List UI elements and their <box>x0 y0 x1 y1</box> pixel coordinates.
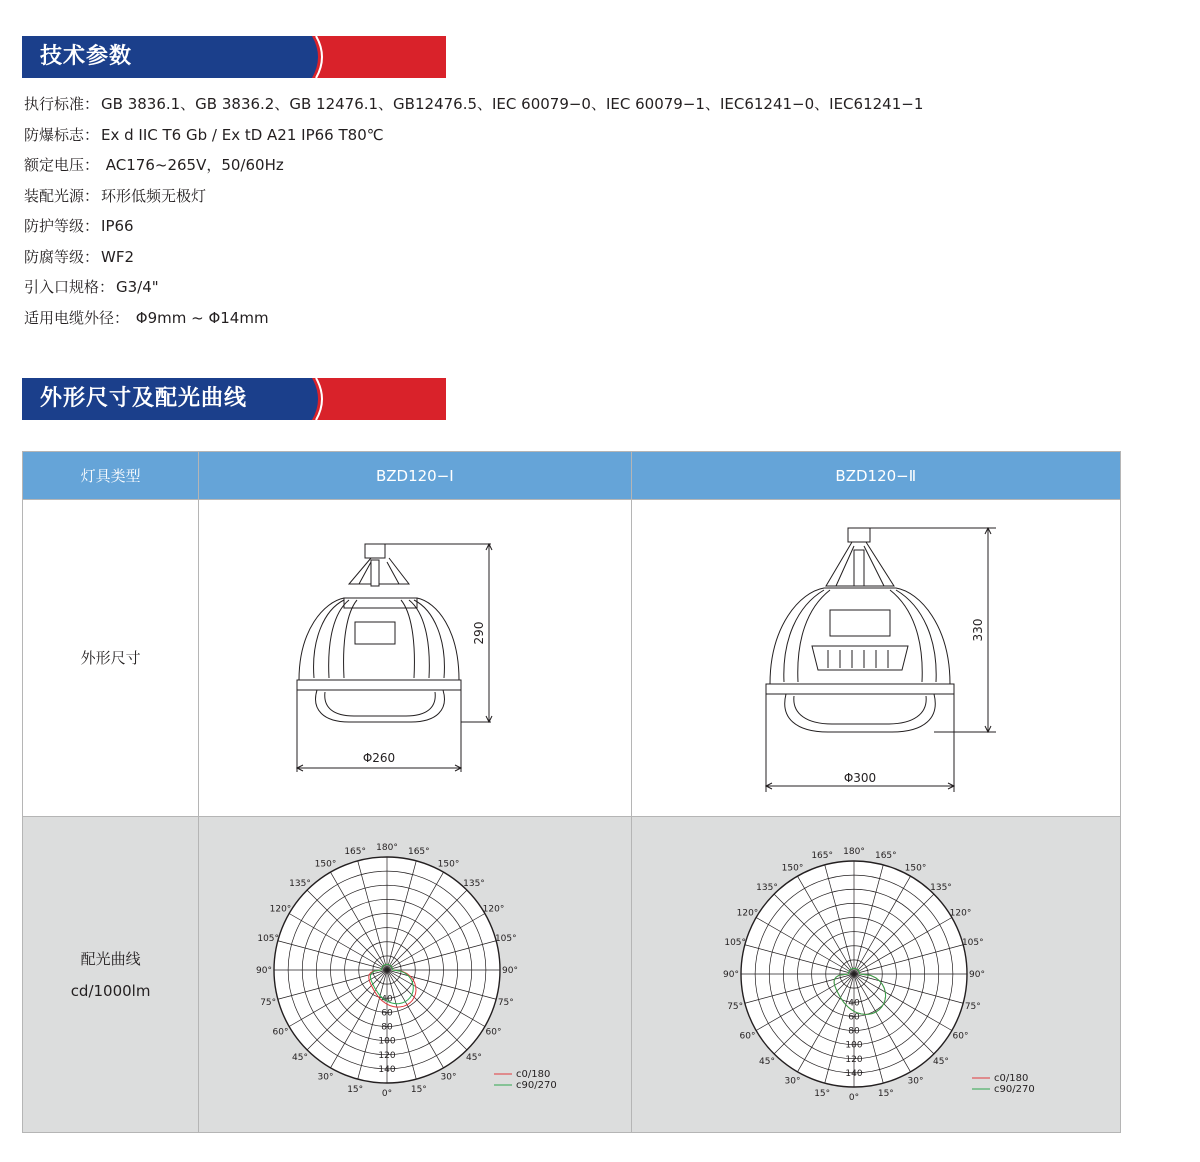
polar-angle-label: 60° <box>739 1031 756 1042</box>
polar-angle-label: 135° <box>929 883 952 894</box>
polar-angle-label: 30° <box>907 1076 924 1087</box>
polar-angle-label: 45° <box>932 1056 949 1067</box>
polar-angle-label: 180° <box>376 843 398 853</box>
row-label-light-curve <box>23 817 199 1133</box>
polar-radial-label: 40 <box>847 998 860 1009</box>
polar-angle-label: 15° <box>813 1088 830 1099</box>
cell-drawing-2 <box>631 500 1120 817</box>
table-row-dimensions <box>23 500 1121 817</box>
row-label-curve-unit: cd/1000lm <box>70 981 151 1000</box>
table-row-light-curve <box>23 817 1121 1133</box>
polar-radial-label: 40 <box>381 994 393 1005</box>
polar-angle-label: 30° <box>784 1076 801 1087</box>
polar-angle-label: 30° <box>317 1072 334 1083</box>
polar-radial-label: 80 <box>381 1022 393 1033</box>
polar-angle-label: 15° <box>347 1084 364 1095</box>
polar-radial-label: 140 <box>844 1068 863 1079</box>
polar-angle-label: 165° <box>810 851 833 862</box>
polar-radial-label: 100 <box>844 1040 863 1051</box>
polar-angle-label: 120° <box>482 904 505 915</box>
spec-light-source: 装配光源： 环形低频无极灯 <box>24 186 207 205</box>
banner-curve-divider <box>290 36 334 78</box>
row-label-dimensions: 外形尺寸 <box>23 500 199 817</box>
spec-ex-marking: 防爆标志： Ex d IIC T6 Gb / Ex tD A21 IP66 T80℃ <box>24 125 384 144</box>
polar-angle-label: 90° <box>968 970 985 980</box>
polar-angle-label: 45° <box>466 1052 483 1063</box>
dim-height-2: 330 <box>970 618 985 642</box>
polar-angle-label: 120° <box>269 904 292 915</box>
polar-angle-label: 105° <box>723 938 746 949</box>
cell-polar-2 <box>631 817 1120 1133</box>
legend-label: c0/180 <box>516 1069 551 1080</box>
polar-angle-label: 105° <box>495 934 517 945</box>
polar-angle-label: 30° <box>440 1072 457 1083</box>
polar-radial-label: 120 <box>844 1054 863 1065</box>
polar-angle-label: 15° <box>411 1084 427 1095</box>
spec-cable-diameter: 适用电缆外径： Φ9mm ~ Φ14mm <box>24 308 269 327</box>
polar-radial-label: 120 <box>378 1050 396 1061</box>
polar-radial-label: 100 <box>378 1036 396 1047</box>
polar-angle-label: 0° <box>848 1093 859 1103</box>
polar-angle-label: 150° <box>781 863 803 874</box>
lamp-drawing-2 <box>632 500 1121 816</box>
spec-anticorrosion: 防腐等级： WF2 <box>24 247 135 266</box>
polar-grid <box>256 843 557 1099</box>
polar-angle-label: 75° <box>726 1001 743 1012</box>
polar-angle-label: 75° <box>497 997 514 1008</box>
polar-angle-label: 15° <box>877 1088 894 1099</box>
legend-label: c90/270 <box>516 1080 557 1091</box>
polar-angle-label: 105° <box>257 934 280 945</box>
section-banner-tech <box>22 36 446 78</box>
polar-angle-label: 60° <box>952 1031 969 1042</box>
dim-diameter-1: Φ260 <box>362 751 396 765</box>
section-title-dimensions: 外形尺寸及配光曲线 <box>40 386 248 411</box>
polar-angle-label: 45° <box>292 1052 309 1063</box>
row-label-curve-title: 配光曲线 <box>80 949 141 968</box>
banner-curve-divider <box>290 378 334 420</box>
legend-label: c90/270 <box>993 1084 1035 1095</box>
polar-angle-label: 105° <box>961 938 984 949</box>
polar-angle-label: 90° <box>722 970 739 980</box>
polar-angle-label: 150° <box>904 863 926 874</box>
polar-angle-label: 180° <box>842 847 865 857</box>
header-lamp-type: 灯具类型 <box>23 452 199 500</box>
polar-angle-label: 135° <box>289 879 312 890</box>
spec-standard: 执行标准： GB 3836.1、GB 3836.2、GB 12476.1、GB12476.5、IEC 60079−0、IEC 60079−1、IEC61241−0、IEC61241−1 <box>24 95 924 113</box>
polar-angle-label: 0° <box>382 1089 393 1099</box>
lamp-drawing-1 <box>199 500 631 816</box>
polar-radial-label: 80 <box>847 1026 860 1037</box>
dim-diameter-2: Φ300 <box>843 771 876 785</box>
cell-polar-1 <box>199 817 631 1133</box>
cell-drawing-1 <box>199 500 631 817</box>
polar-angle-label: 90° <box>502 966 519 976</box>
spec-ip-rating: 防护等级： IP66 <box>24 217 134 235</box>
polar-radial-label: 60 <box>381 1008 393 1019</box>
section-banner-dimensions <box>22 378 446 420</box>
polar-angle-label: 150° <box>314 859 337 870</box>
polar-angle-label: 165° <box>344 847 367 858</box>
polar-angle-label: 60° <box>272 1027 289 1038</box>
polar-angle-label: 135° <box>755 883 778 894</box>
dim-height-1: 290 <box>472 621 487 645</box>
polar-angle-label: 75° <box>260 997 277 1008</box>
header-model-1: BZD120−Ⅰ <box>199 452 631 500</box>
polar-angle-label: 150° <box>437 859 460 870</box>
polar-angle-label: 120° <box>949 908 971 919</box>
polar-angle-label: 45° <box>758 1056 775 1067</box>
polar-angle-label: 60° <box>485 1027 502 1038</box>
polar-angle-label: 165° <box>874 851 897 862</box>
spec-list <box>24 92 1174 336</box>
polar-angle-label: 75° <box>964 1001 981 1012</box>
spec-entry-thread: 引入口规格： G3/4" <box>24 278 159 296</box>
table-header-row <box>23 452 1121 500</box>
section-title-tech: 技术参数 <box>40 44 133 69</box>
polar-angle-label: 135° <box>463 879 485 890</box>
polar-radial-label: 140 <box>378 1064 396 1075</box>
spec-voltage: 额定电压： AC176~265V，50/60Hz <box>24 156 284 174</box>
polar-angle-label: 90° <box>256 966 273 976</box>
polar-grid <box>723 847 1035 1103</box>
polar-chart-1 <box>199 817 631 1132</box>
legend-label: c0/180 <box>993 1073 1028 1084</box>
product-table <box>22 451 1121 1133</box>
header-model-2: BZD120−Ⅱ <box>631 452 1120 500</box>
polar-angle-label: 120° <box>736 908 758 919</box>
polar-chart-2 <box>632 817 1121 1132</box>
polar-angle-label: 165° <box>408 847 430 858</box>
polar-radial-label: 60 <box>847 1012 860 1023</box>
